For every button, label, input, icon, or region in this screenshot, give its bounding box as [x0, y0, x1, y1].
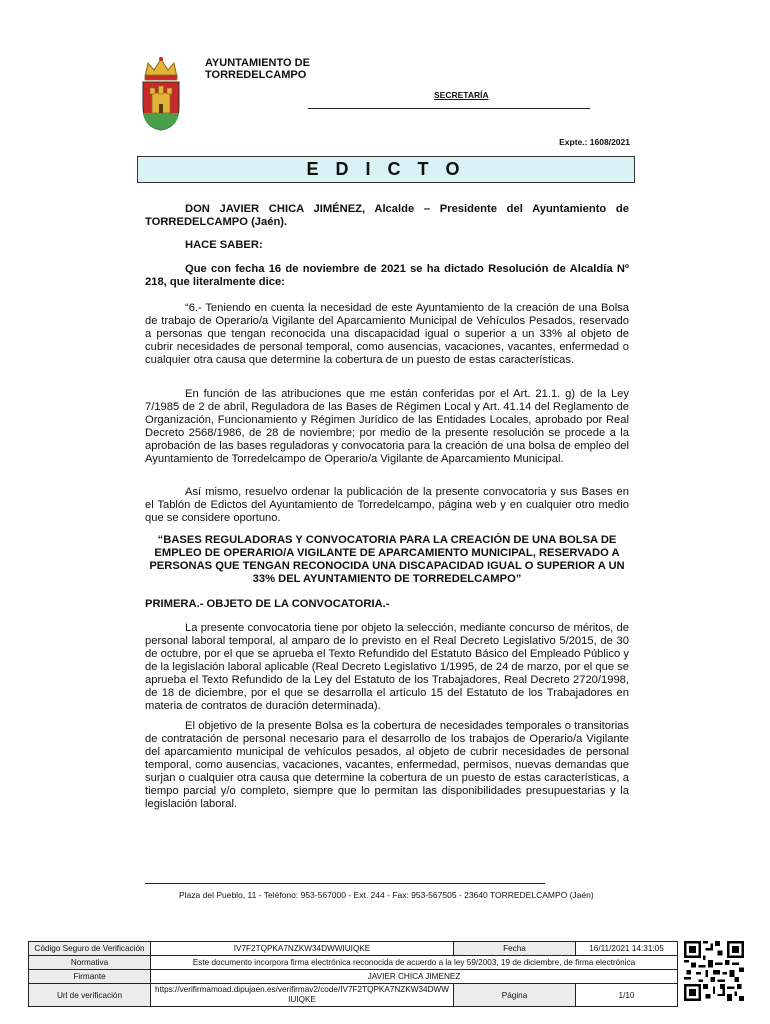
qr-code-icon	[684, 941, 744, 1001]
normativa-label: Normativa	[29, 956, 151, 970]
signer-value: JAVIER CHICA JIMENEZ	[151, 970, 678, 984]
footer-address: Plaza del Pueblo, 11 - Teléfono: 953-567000 - Ext. 244 - Fax: 953-567505 - 23640 TORREDELCAMPO (Jaén)	[179, 890, 594, 900]
page-value: 1/10	[576, 984, 678, 1007]
file-number: Expte.: 1608/2021	[559, 137, 630, 147]
paragraph-1: “6.- Teniendo en cuenta la necesidad de este Ayuntamiento de la creación de una Bolsa de trabajo de Operario/a Vigilante del Aparcamiento Municipal de Vehículos Pesados, reservado a personas que tengan reconocida una discapacidad igual o superior a un 33% al objeto de cubrir necesidades de personal temporal, como ausencias, vacaciones, vacantes, enfermedad o cualquier otra causa que determine la cobertura de un puesto de estas características.	[145, 302, 629, 366]
table-row	[29, 970, 678, 984]
page-label: Página	[454, 984, 576, 1007]
paragraph-2: En función de las atribuciones que me están conferidas por el Art. 21.1. g) de la Ley 7/1985 de 2 de abril, Reguladora de las Bases de Régimen Local y Art. 41.14 del Reglamento de Organización, Funcionamiento y Régimen Jurídico de las Entidades Locales, aprobado por Real Decreto 2568/1986, de 28 de noviembre; por medio de la presente resolución se procede a la aprobación de las bases reguladoras y convocatoria para la creación de una bolsa de empleo del Ayuntamiento de Torredelcampo de Operario/a Vigilante de Aparcamiento Municipal.	[145, 388, 629, 465]
bases-title: “BASES REGULADORAS Y CONVOCATORIA PARA LA CREACIÓN DE UNA BOLSA DE EMPLEO DE OPERARIO/A VIGILANTE DE APARCAMIENTO MUNICIPAL, RESERVADO A PERSONAS QUE TENGAN RECONOCIDA UNA DISCAPACIDAD IGUAL O SUPERIOR A UN 33% DEL AYUNTAMIENTO DE TORREDELCAMPO”	[149, 534, 625, 585]
paragraph-5: El objetivo de la presente Bolsa es la cobertura de necesidades temporales o transitorias de contratación de personal necesario para el desarrollo de los trabajos de Operario/a Vigilante del aparcamiento municipal de vehículos pesados, al objeto de cubrir necesidades de personal temporal, como ausencias, vacaciones, vacantes, enfermedad, permisos, nuevas demandas que surjan o cualquier otra causa que determine la cobertura de un puesto de estas características, a tiempo parcial y/o completo, siempre que lo permitan las disponibilidades presupuestarias y la legislación laboral.	[145, 720, 629, 810]
date-label: Fecha	[454, 942, 576, 956]
paragraph-3: Así mismo, resuelvo ordenar la publicación de la presente convocatoria y sus Bases en el Tablón de Edictos del Ayuntamiento de Torredelcampo, página web y en cualquier otro medio que se considere oportuno.	[145, 486, 629, 524]
table-row	[29, 942, 678, 956]
organization-line-1: AYUNTAMIENTO DE	[205, 57, 310, 69]
department-underline	[308, 108, 590, 109]
mayor-intro: DON JAVIER CHICA JIMÉNEZ, Alcalde – Presidente del Ayuntamiento de TORREDELCAMPO (Jaén).	[145, 203, 629, 228]
document-title: E D I C T O	[137, 156, 635, 183]
csv-value: IV7F2TQPKA7NZKW34DWWIUIQKE	[151, 942, 454, 956]
table-row	[29, 956, 678, 970]
organization-line-2: TORREDELCAMPO	[205, 69, 307, 81]
date-value: 16/11/2021 14:31:05	[576, 942, 678, 956]
hace-saber: HACE SABER:	[185, 239, 263, 251]
signature-table	[28, 941, 678, 1007]
organization-name	[205, 57, 310, 81]
signer-label: Firmante	[29, 970, 151, 984]
verification-url-link[interactable]: https://verifirmamoad.dipujaen.es/verifirmav2/code/IV7F2TQPKA7NZKW34DWWIUIQKE	[151, 984, 454, 1007]
url-label: Url de verificación	[29, 984, 151, 1007]
coat-of-arms-logo	[140, 55, 182, 131]
footer-divider	[145, 883, 545, 884]
department-name: SECRETARÍA	[434, 90, 489, 100]
paragraph-4: La presente convocatoria tiene por objeto la selección, mediante concurso de méritos, de personal laboral temporal, al amparo de lo previsto en el Real Decreto Legislativo 5/2015, de 30 de octubre, por el que se aprueba el Texto Refundido del Estatuto Básico del Empleado Público y de la legislación laboral aplicable (Real Decreto Legislativo 1/1995, de 24 de marzo, por el que se aprueba el Texto Refundido de la Ley del Estatuto de los Trabajadores, Real Decreto 2720/1998, de 18 de diciembre, por el que se desarrolla el artículo 15 del Estatuto de los Trabajadores en materia de contratos de duración determinada).	[145, 622, 629, 712]
csv-label: Código Seguro de Verificación	[29, 942, 151, 956]
section-primera-heading: PRIMERA.- OBJETO DE LA CONVOCATORIA.-	[145, 598, 390, 610]
normativa-value: Este documento incorpora firma electrónica reconocida de acuerdo a la ley 59/2003, 19 de diciembre, de firma electrónica	[151, 956, 678, 970]
resolution-intro: Que con fecha 16 de noviembre de 2021 se ha dictado Resolución de Alcaldía Nº 218, que literalmente dice:	[145, 263, 629, 288]
table-row	[29, 984, 678, 1007]
